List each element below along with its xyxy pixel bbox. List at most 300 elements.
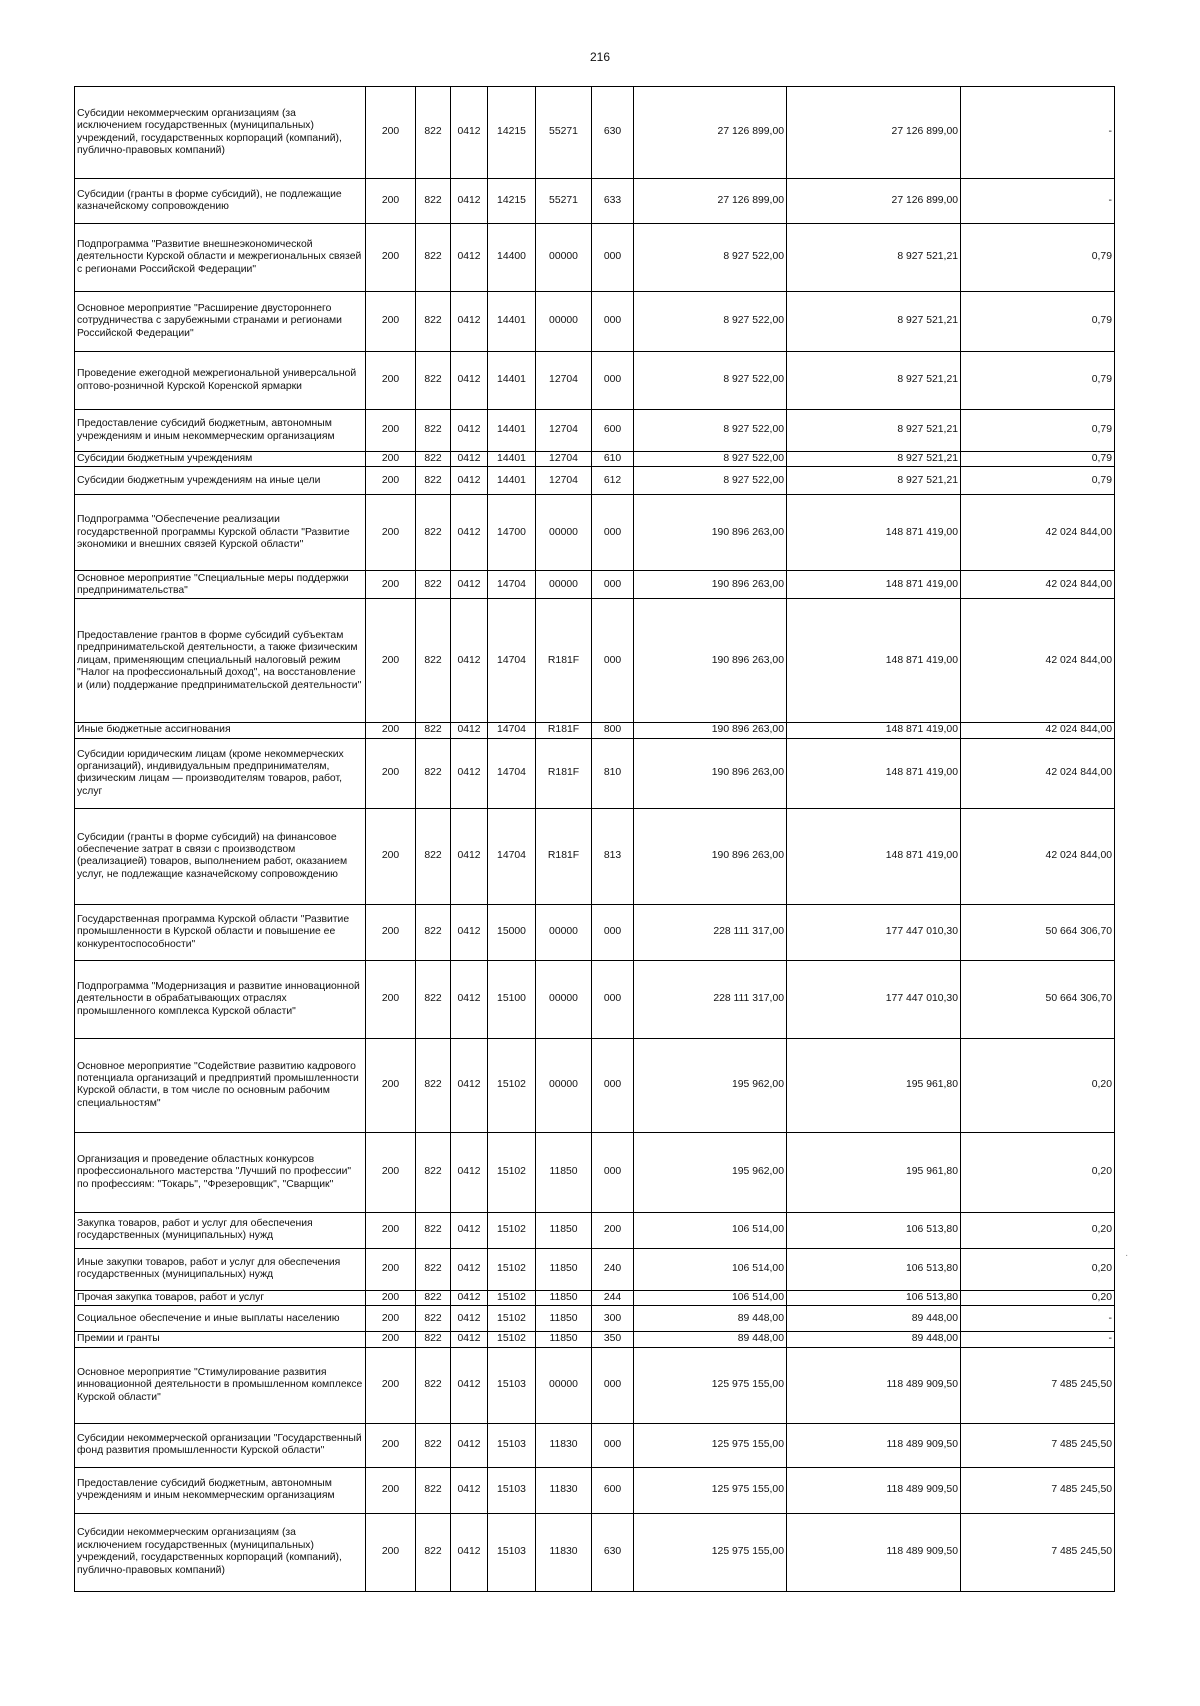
code-section: 0412 — [451, 1423, 488, 1467]
value-executed: 118 489 909,50 — [787, 1347, 961, 1423]
code-admin: 200 — [366, 599, 416, 723]
code-direction: 55271 — [536, 87, 592, 179]
code-section: 0412 — [451, 352, 488, 410]
value-remainder: 0,79 — [961, 452, 1115, 467]
row-name: Прочая закупка товаров, работ и услуг — [75, 1290, 366, 1305]
row-name: Закупка товаров, работ и услуг для обеспечения государственных (муниципальных) нужд — [75, 1212, 366, 1248]
code-section: 0412 — [451, 723, 488, 738]
row-name: Субсидии некоммерческой организации "Государственный фонд развития промышленности Курской области" — [75, 1423, 366, 1467]
value-executed: 177 447 010,30 — [787, 960, 961, 1038]
code-ministry: 822 — [416, 960, 451, 1038]
code-direction: 11850 — [536, 1306, 592, 1332]
row-name: Предоставление субсидий бюджетным, автономным учреждениям и иным некоммерческим организациям — [75, 410, 366, 452]
value-remainder: 7 485 245,50 — [961, 1347, 1115, 1423]
code-section: 0412 — [451, 1306, 488, 1332]
value-remainder: 42 024 844,00 — [961, 571, 1115, 599]
value-planned: 125 975 155,00 — [634, 1513, 787, 1591]
code-ministry: 822 — [416, 352, 451, 410]
code-admin: 200 — [366, 904, 416, 960]
code-direction: R181F — [536, 599, 592, 723]
value-executed: 8 927 521,21 — [787, 452, 961, 467]
table-row — [75, 738, 1115, 808]
code-ministry: 822 — [416, 723, 451, 738]
value-executed: 195 961,80 — [787, 1132, 961, 1212]
code-expense-type: 610 — [592, 452, 634, 467]
code-section: 0412 — [451, 599, 488, 723]
value-executed: 148 871 419,00 — [787, 808, 961, 904]
code-direction: 12704 — [536, 467, 592, 495]
value-executed: 106 513,80 — [787, 1212, 961, 1248]
code-ministry: 822 — [416, 738, 451, 808]
code-section: 0412 — [451, 904, 488, 960]
code-admin: 200 — [366, 452, 416, 467]
code-ministry: 822 — [416, 1248, 451, 1290]
code-admin: 200 — [366, 224, 416, 292]
code-admin: 200 — [366, 1306, 416, 1332]
table-row — [75, 292, 1115, 352]
code-direction: 11850 — [536, 1212, 592, 1248]
code-admin: 200 — [366, 808, 416, 904]
budget-table — [74, 86, 1115, 1592]
code-program: 14401 — [488, 452, 536, 467]
value-remainder: - — [961, 179, 1115, 224]
table-row — [75, 1212, 1115, 1248]
code-direction: 11850 — [536, 1248, 592, 1290]
value-executed: 8 927 521,21 — [787, 352, 961, 410]
code-ministry: 822 — [416, 1212, 451, 1248]
value-remainder: 0,20 — [961, 1212, 1115, 1248]
code-program: 15102 — [488, 1332, 536, 1347]
row-name: Субсидии (гранты в форме субсидий) на финансовое обеспечение затрат в связи с производством (реализацией) товаров, выполнением работ, оказанием услуг, не подлежащие казначейскому сопровождению — [75, 808, 366, 904]
code-direction: 12704 — [536, 452, 592, 467]
code-section: 0412 — [451, 1467, 488, 1513]
table-row — [75, 1467, 1115, 1513]
table-row — [75, 1423, 1115, 1467]
value-executed: 195 961,80 — [787, 1038, 961, 1132]
code-direction: 00000 — [536, 224, 592, 292]
code-ministry: 822 — [416, 1132, 451, 1212]
code-program: 15103 — [488, 1423, 536, 1467]
code-admin: 200 — [366, 1132, 416, 1212]
code-admin: 200 — [366, 1290, 416, 1305]
value-planned: 190 896 263,00 — [634, 808, 787, 904]
code-ministry: 822 — [416, 1513, 451, 1591]
value-planned: 190 896 263,00 — [634, 599, 787, 723]
table-row — [75, 1306, 1115, 1332]
code-section: 0412 — [451, 87, 488, 179]
code-direction: 11850 — [536, 1132, 592, 1212]
code-admin: 200 — [366, 960, 416, 1038]
code-admin: 200 — [366, 1423, 416, 1467]
code-program: 14401 — [488, 467, 536, 495]
code-expense-type: 000 — [592, 599, 634, 723]
code-expense-type: 630 — [592, 87, 634, 179]
code-ministry: 822 — [416, 1290, 451, 1305]
code-ministry: 822 — [416, 224, 451, 292]
value-executed: 106 513,80 — [787, 1248, 961, 1290]
code-direction: 12704 — [536, 352, 592, 410]
row-name: Государственная программа Курской области "Развитие промышленности в Курской области и повышение ее конкурентоспособности" — [75, 904, 366, 960]
value-executed: 106 513,80 — [787, 1290, 961, 1305]
code-program: 15100 — [488, 960, 536, 1038]
code-expense-type: 000 — [592, 1347, 634, 1423]
table-row — [75, 1513, 1115, 1591]
value-remainder: 0,20 — [961, 1038, 1115, 1132]
code-section: 0412 — [451, 1248, 488, 1290]
value-planned: 228 111 317,00 — [634, 960, 787, 1038]
value-remainder: - — [961, 87, 1115, 179]
value-executed: 148 871 419,00 — [787, 738, 961, 808]
code-admin: 200 — [366, 467, 416, 495]
table-row — [75, 410, 1115, 452]
row-name: Субсидии некоммерческим организациям (за исключением государственных (муниципальных) учреждений, государственных корпораций (компаний), публично-правовых компаний) — [75, 87, 366, 179]
code-ministry: 822 — [416, 599, 451, 723]
code-direction: 00000 — [536, 495, 592, 571]
row-name: Предоставление субсидий бюджетным, автономным учреждениям и иным некоммерческим организациям — [75, 1467, 366, 1513]
row-name: Основное мероприятие "Стимулирование развития инновационной деятельности в промышленном комплексе Курской области" — [75, 1347, 366, 1423]
value-planned: 195 962,00 — [634, 1038, 787, 1132]
code-expense-type: 000 — [592, 1132, 634, 1212]
value-remainder: 42 024 844,00 — [961, 808, 1115, 904]
value-planned: 8 927 522,00 — [634, 467, 787, 495]
row-name: Субсидии некоммерческим организациям (за исключением государственных (муниципальных) учреждений, государственных корпораций (компаний), публично-правовых компаний) — [75, 1513, 366, 1591]
table-row — [75, 1347, 1115, 1423]
value-executed: 148 871 419,00 — [787, 599, 961, 723]
code-direction: 55271 — [536, 179, 592, 224]
code-direction: R181F — [536, 723, 592, 738]
code-direction: R181F — [536, 808, 592, 904]
code-section: 0412 — [451, 571, 488, 599]
value-executed: 89 448,00 — [787, 1306, 961, 1332]
code-admin: 200 — [366, 1248, 416, 1290]
value-planned: 190 896 263,00 — [634, 723, 787, 738]
code-expense-type: 300 — [592, 1306, 634, 1332]
code-expense-type: 350 — [592, 1332, 634, 1347]
value-planned: 8 927 522,00 — [634, 410, 787, 452]
code-admin: 200 — [366, 179, 416, 224]
code-expense-type: 000 — [592, 1423, 634, 1467]
code-ministry: 822 — [416, 495, 451, 571]
code-expense-type: 240 — [592, 1248, 634, 1290]
table-row — [75, 495, 1115, 571]
row-name: Премии и гранты — [75, 1332, 366, 1347]
code-expense-type: 200 — [592, 1212, 634, 1248]
table-row — [75, 808, 1115, 904]
code-direction: 11830 — [536, 1467, 592, 1513]
value-remainder: - — [961, 1306, 1115, 1332]
code-ministry: 822 — [416, 292, 451, 352]
value-remainder: 42 024 844,00 — [961, 738, 1115, 808]
code-section: 0412 — [451, 179, 488, 224]
value-planned: 89 448,00 — [634, 1306, 787, 1332]
value-remainder: 0,79 — [961, 352, 1115, 410]
code-direction: 00000 — [536, 904, 592, 960]
code-program: 15103 — [488, 1513, 536, 1591]
value-executed: 118 489 909,50 — [787, 1513, 961, 1591]
code-admin: 200 — [366, 738, 416, 808]
table-row — [75, 352, 1115, 410]
table-row — [75, 452, 1115, 467]
value-remainder: 7 485 245,50 — [961, 1423, 1115, 1467]
value-planned: 8 927 522,00 — [634, 224, 787, 292]
code-direction: 00000 — [536, 1038, 592, 1132]
code-expense-type: 000 — [592, 495, 634, 571]
value-executed: 177 447 010,30 — [787, 904, 961, 960]
code-program: 14401 — [488, 292, 536, 352]
page-number: 216 — [589, 50, 611, 64]
scan-mark: · — [1125, 1250, 1129, 1261]
code-direction: R181F — [536, 738, 592, 808]
value-remainder: 0,79 — [961, 410, 1115, 452]
table-row — [75, 224, 1115, 292]
code-section: 0412 — [451, 808, 488, 904]
code-ministry: 822 — [416, 571, 451, 599]
code-direction: 00000 — [536, 571, 592, 599]
row-name: Субсидии юридическим лицам (кроме некоммерческих организаций), индивидуальным предпринимателям, физическим лицам — производителям товаров, работ, услуг — [75, 738, 366, 808]
code-expense-type: 600 — [592, 1467, 634, 1513]
code-section: 0412 — [451, 1132, 488, 1212]
code-admin: 200 — [366, 1513, 416, 1591]
value-remainder: - — [961, 1332, 1115, 1347]
value-remainder: 0,20 — [961, 1248, 1115, 1290]
code-ministry: 822 — [416, 1467, 451, 1513]
code-admin: 200 — [366, 1347, 416, 1423]
code-program: 15102 — [488, 1290, 536, 1305]
code-expense-type: 000 — [592, 1038, 634, 1132]
code-ministry: 822 — [416, 1423, 451, 1467]
code-ministry: 822 — [416, 452, 451, 467]
value-executed: 27 126 899,00 — [787, 87, 961, 179]
code-program: 14400 — [488, 224, 536, 292]
row-name: Субсидии (гранты в форме субсидий), не подлежащие казначейскому сопровождению — [75, 179, 366, 224]
code-admin: 200 — [366, 352, 416, 410]
code-program: 14215 — [488, 179, 536, 224]
value-executed: 118 489 909,50 — [787, 1467, 961, 1513]
code-program: 14704 — [488, 723, 536, 738]
value-planned: 125 975 155,00 — [634, 1347, 787, 1423]
code-program: 15102 — [488, 1132, 536, 1212]
value-planned: 190 896 263,00 — [634, 495, 787, 571]
code-direction: 11830 — [536, 1513, 592, 1591]
table-row — [75, 904, 1115, 960]
code-direction: 11850 — [536, 1332, 592, 1347]
row-name: Основное мероприятие "Специальные меры поддержки предпринимательства" — [75, 571, 366, 599]
code-direction: 12704 — [536, 410, 592, 452]
value-planned: 106 514,00 — [634, 1212, 787, 1248]
row-name: Основное мероприятие "Расширение двустороннего сотрудничества с зарубежными странами и регионами Российской Федерации" — [75, 292, 366, 352]
code-expense-type: 000 — [592, 904, 634, 960]
code-program: 15102 — [488, 1038, 536, 1132]
code-expense-type: 000 — [592, 224, 634, 292]
value-remainder: 50 664 306,70 — [961, 960, 1115, 1038]
code-program: 14215 — [488, 87, 536, 179]
code-program: 14700 — [488, 495, 536, 571]
code-program: 15102 — [488, 1248, 536, 1290]
value-planned: 27 126 899,00 — [634, 87, 787, 179]
row-name: Социальное обеспечение и иные выплаты населению — [75, 1306, 366, 1332]
code-section: 0412 — [451, 452, 488, 467]
code-program: 15103 — [488, 1467, 536, 1513]
value-planned: 8 927 522,00 — [634, 352, 787, 410]
code-section: 0412 — [451, 1513, 488, 1591]
value-planned: 27 126 899,00 — [634, 179, 787, 224]
value-remainder: 7 485 245,50 — [961, 1513, 1115, 1591]
value-executed: 8 927 521,21 — [787, 292, 961, 352]
value-planned: 106 514,00 — [634, 1248, 787, 1290]
code-section: 0412 — [451, 960, 488, 1038]
code-section: 0412 — [451, 292, 488, 352]
row-name: Организация и проведение областных конкурсов профессионального мастерства "Лучший по профессии" по профессиям: "Токарь", "Фрезеровщик", "Сварщик" — [75, 1132, 366, 1212]
code-ministry: 822 — [416, 87, 451, 179]
row-name: Субсидии бюджетным учреждениям на иные цели — [75, 467, 366, 495]
table-row — [75, 1038, 1115, 1132]
code-section: 0412 — [451, 1038, 488, 1132]
row-name: Подпрограмма "Развитие внешнеэкономической деятельности Курской области и межрегиональных связей с регионами Российской Федерации" — [75, 224, 366, 292]
code-program: 15102 — [488, 1306, 536, 1332]
code-expense-type: 630 — [592, 1513, 634, 1591]
code-expense-type: 813 — [592, 808, 634, 904]
value-remainder: 0,79 — [961, 292, 1115, 352]
table-row — [75, 1332, 1115, 1347]
code-expense-type: 000 — [592, 571, 634, 599]
code-direction: 00000 — [536, 960, 592, 1038]
table-row — [75, 960, 1115, 1038]
code-program: 15000 — [488, 904, 536, 960]
table-row — [75, 723, 1115, 738]
code-ministry: 822 — [416, 1347, 451, 1423]
code-expense-type: 810 — [592, 738, 634, 808]
value-planned: 89 448,00 — [634, 1332, 787, 1347]
code-ministry: 822 — [416, 179, 451, 224]
value-planned: 125 975 155,00 — [634, 1423, 787, 1467]
value-executed: 8 927 521,21 — [787, 467, 961, 495]
code-program: 14401 — [488, 352, 536, 410]
code-direction: 00000 — [536, 1347, 592, 1423]
code-section: 0412 — [451, 495, 488, 571]
value-remainder: 7 485 245,50 — [961, 1467, 1115, 1513]
value-executed: 148 871 419,00 — [787, 723, 961, 738]
code-expense-type: 000 — [592, 292, 634, 352]
code-admin: 200 — [366, 87, 416, 179]
code-expense-type: 600 — [592, 410, 634, 452]
code-admin: 200 — [366, 495, 416, 571]
code-ministry: 822 — [416, 1332, 451, 1347]
value-executed: 89 448,00 — [787, 1332, 961, 1347]
table-row — [75, 1132, 1115, 1212]
value-remainder: 42 024 844,00 — [961, 495, 1115, 571]
code-admin: 200 — [366, 1467, 416, 1513]
row-name: Проведение ежегодной межрегиональной универсальной оптово-розничной Курской Коренской ярмарки — [75, 352, 366, 410]
row-name: Подпрограмма "Модернизация и развитие инновационной деятельности в обрабатывающих отраслях промышленного комплекса Курской области" — [75, 960, 366, 1038]
table-row — [75, 467, 1115, 495]
code-ministry: 822 — [416, 467, 451, 495]
code-admin: 200 — [366, 723, 416, 738]
value-executed: 27 126 899,00 — [787, 179, 961, 224]
code-expense-type: 000 — [592, 352, 634, 410]
table-row — [75, 179, 1115, 224]
table-body — [75, 87, 1115, 1592]
code-program: 14704 — [488, 738, 536, 808]
code-admin: 200 — [366, 1212, 416, 1248]
value-planned: 190 896 263,00 — [634, 571, 787, 599]
code-ministry: 822 — [416, 1038, 451, 1132]
value-remainder: 0,20 — [961, 1290, 1115, 1305]
value-executed: 8 927 521,21 — [787, 224, 961, 292]
code-section: 0412 — [451, 1347, 488, 1423]
code-program: 15102 — [488, 1212, 536, 1248]
row-name: Основное мероприятие "Содействие развитию кадрового потенциала организаций и предприятий промышленности Курской области, в том числе по основным рабочим специальностям" — [75, 1038, 366, 1132]
table-row — [75, 87, 1115, 179]
value-planned: 228 111 317,00 — [634, 904, 787, 960]
code-program: 15103 — [488, 1347, 536, 1423]
code-section: 0412 — [451, 467, 488, 495]
code-section: 0412 — [451, 738, 488, 808]
value-executed: 148 871 419,00 — [787, 495, 961, 571]
code-program: 14704 — [488, 808, 536, 904]
value-executed: 118 489 909,50 — [787, 1423, 961, 1467]
code-ministry: 822 — [416, 410, 451, 452]
code-admin: 200 — [366, 410, 416, 452]
code-expense-type: 000 — [592, 960, 634, 1038]
table-row — [75, 599, 1115, 723]
table-row — [75, 1290, 1115, 1305]
code-ministry: 822 — [416, 808, 451, 904]
code-ministry: 822 — [416, 904, 451, 960]
code-section: 0412 — [451, 1332, 488, 1347]
code-expense-type: 633 — [592, 179, 634, 224]
code-direction: 11830 — [536, 1423, 592, 1467]
value-executed: 8 927 521,21 — [787, 410, 961, 452]
row-name: Иные закупки товаров, работ и услуг для обеспечения государственных (муниципальных) нужд — [75, 1248, 366, 1290]
code-expense-type: 244 — [592, 1290, 634, 1305]
row-name: Субсидии бюджетным учреждениям — [75, 452, 366, 467]
value-planned: 125 975 155,00 — [634, 1467, 787, 1513]
code-program: 14704 — [488, 571, 536, 599]
code-admin: 200 — [366, 1332, 416, 1347]
code-expense-type: 612 — [592, 467, 634, 495]
table-row — [75, 571, 1115, 599]
value-planned: 190 896 263,00 — [634, 738, 787, 808]
value-remainder: 0,79 — [961, 467, 1115, 495]
table-row — [75, 1248, 1115, 1290]
value-planned: 8 927 522,00 — [634, 292, 787, 352]
value-remainder: 42 024 844,00 — [961, 599, 1115, 723]
code-direction: 00000 — [536, 292, 592, 352]
code-admin: 200 — [366, 1038, 416, 1132]
code-section: 0412 — [451, 1290, 488, 1305]
code-direction: 11850 — [536, 1290, 592, 1305]
value-remainder: 50 664 306,70 — [961, 904, 1115, 960]
code-section: 0412 — [451, 1212, 488, 1248]
code-admin: 200 — [366, 571, 416, 599]
value-executed: 148 871 419,00 — [787, 571, 961, 599]
row-name: Иные бюджетные ассигнования — [75, 723, 366, 738]
row-name: Подпрограмма "Обеспечение реализации государственной программы Курской области "Развитие экономики и внешних связей Курской области" — [75, 495, 366, 571]
value-planned: 106 514,00 — [634, 1290, 787, 1305]
code-ministry: 822 — [416, 1306, 451, 1332]
value-remainder: 0,20 — [961, 1132, 1115, 1212]
code-program: 14704 — [488, 599, 536, 723]
value-remainder: 42 024 844,00 — [961, 723, 1115, 738]
value-remainder: 0,79 — [961, 224, 1115, 292]
code-section: 0412 — [451, 224, 488, 292]
value-planned: 195 962,00 — [634, 1132, 787, 1212]
value-planned: 8 927 522,00 — [634, 452, 787, 467]
code-expense-type: 800 — [592, 723, 634, 738]
code-program: 14401 — [488, 410, 536, 452]
code-section: 0412 — [451, 410, 488, 452]
code-admin: 200 — [366, 292, 416, 352]
